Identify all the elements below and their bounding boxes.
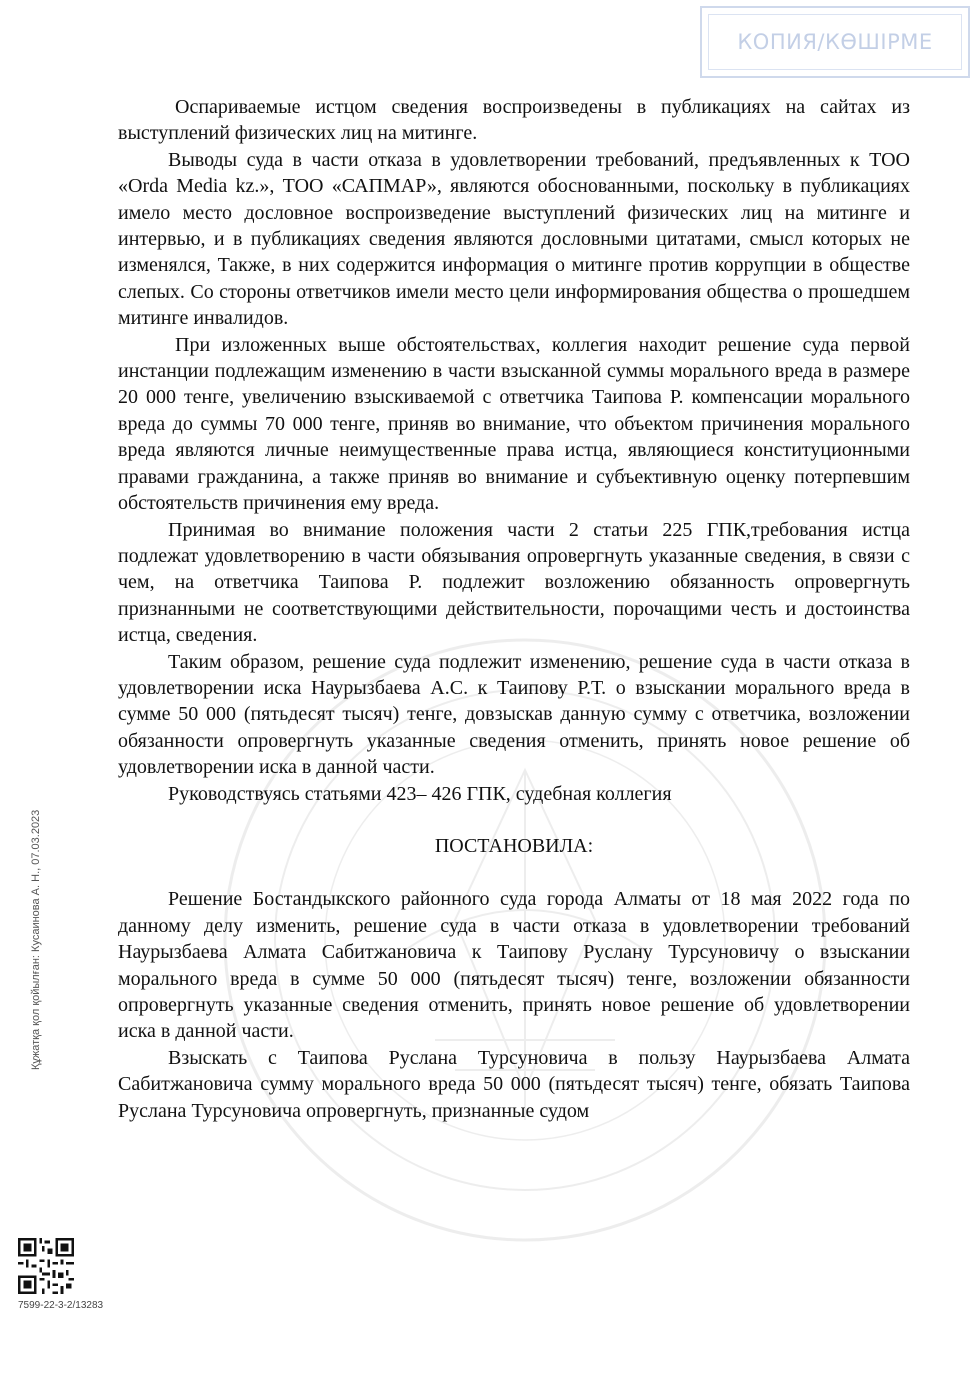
resolution-paragraph: Взыскать с Таипова Руслана Турсуновича в пользу Наурызбаева Алмата Сабитжановича сумму морального вреда 50 000 (пятьдесят тысяч) тенге, обязать Таипова Руслана Турсуновича опровергнуть, признанные судом xyxy=(118,1046,910,1122)
paragraph: При изложенных выше обстоятельствах, коллегия находит решение суда первой инстанции подлежащим изменению в части взысканной суммы морального вреда в размере 20 000 тенге, увеличению взыскиваемой с ответчика Таипова Р. компенсации морального вреда до суммы 70 000 тенге, приняв во внимание, что объектом причинения морального вреда являются личные неимущественные права истца, являющиеся конституционными правами гражданина, а также приняв во внимание и субъективную оценку потерпевшим обстоятельств причинения ему вреда. xyxy=(118,333,910,515)
paragraph: Руководствуясь статьями 423– 426 ГПК, судебная коллегия xyxy=(168,782,672,805)
paragraph: Таким образом, решение суда подлежит изменению, решение суда в части отказа в удовлетворении иска Наурызбаева А.С. к Таипову Р.Т. о взыскании морального вреда в сумме 50 000 (пятьдесят тысяч) тенге, довзыскав данную сумму с ответчика, возложении обязанности опровергнуть указанные сведения отменить, принять новое решение об удовлетворении иска в данной части. xyxy=(118,650,910,779)
paragraph: Оспариваемые истцом сведения воспроизведены в публикациях на сайтах из выступлений физических лиц на митинге. xyxy=(118,96,910,145)
copy-stamp-label: КОПИЯ/КӨШІРМЕ xyxy=(708,14,962,70)
qr-code-icon xyxy=(18,1238,74,1294)
paragraph: Принимая во внимание положения части 2 статьи 225 ГПК,требования истца подлежат удовлетворению в части обязывания опровергнуть указанные сведения, в связи с чем, на ответчика Таипова Р. подлежит возложению обязанность опровергнуть признанными не соответствующими действительности, порочащими честь и достоинства истца, сведения. xyxy=(118,518,910,647)
signature-stamp: Құжатқа қол қойылған: Кусаинова А. Н., 07.03.2023 xyxy=(30,809,42,1070)
resolution-paragraph: Решение Бостандыкского районного суда города Алматы от 18 мая 2022 года по данному делу изменить, решение суда в части отказа в удовлетворении требований Наурызбаева Алмата Сабитжановича к Таипову Руслану Турсуновичу о взыскании морального вреда в сумме 50 000 (пятьдесят тысяч) тенге, возложении обязанности опровергнуть указанные сведения отменить, принять новое решение об удовлетворении иска в данной части. xyxy=(118,888,910,1043)
document-body xyxy=(118,94,910,1124)
section-heading: ПОСТАНОВИЛА: xyxy=(434,834,594,857)
paragraph: Выводы суда в части отказа в удовлетворении требований, предъявленных к ТОО «Orda Media kz.», ТОО «САПМАР», являются обоснованными, поскольку в публикациях имело место дословное воспроизведение выступлений физических лиц на митинге и интервью, и в публикациях сведения являются дословными цитатами, смысл которых не изменялся, Также, в них содержится информация о митинге против коррупции в обществе слепых. Со стороны ответчиков имели место цели информирования общества о прошедшем митинге инвалидов. xyxy=(118,148,910,330)
document-number: 7599-22-3-2/13283 xyxy=(18,1300,104,1311)
copy-stamp xyxy=(700,6,970,78)
